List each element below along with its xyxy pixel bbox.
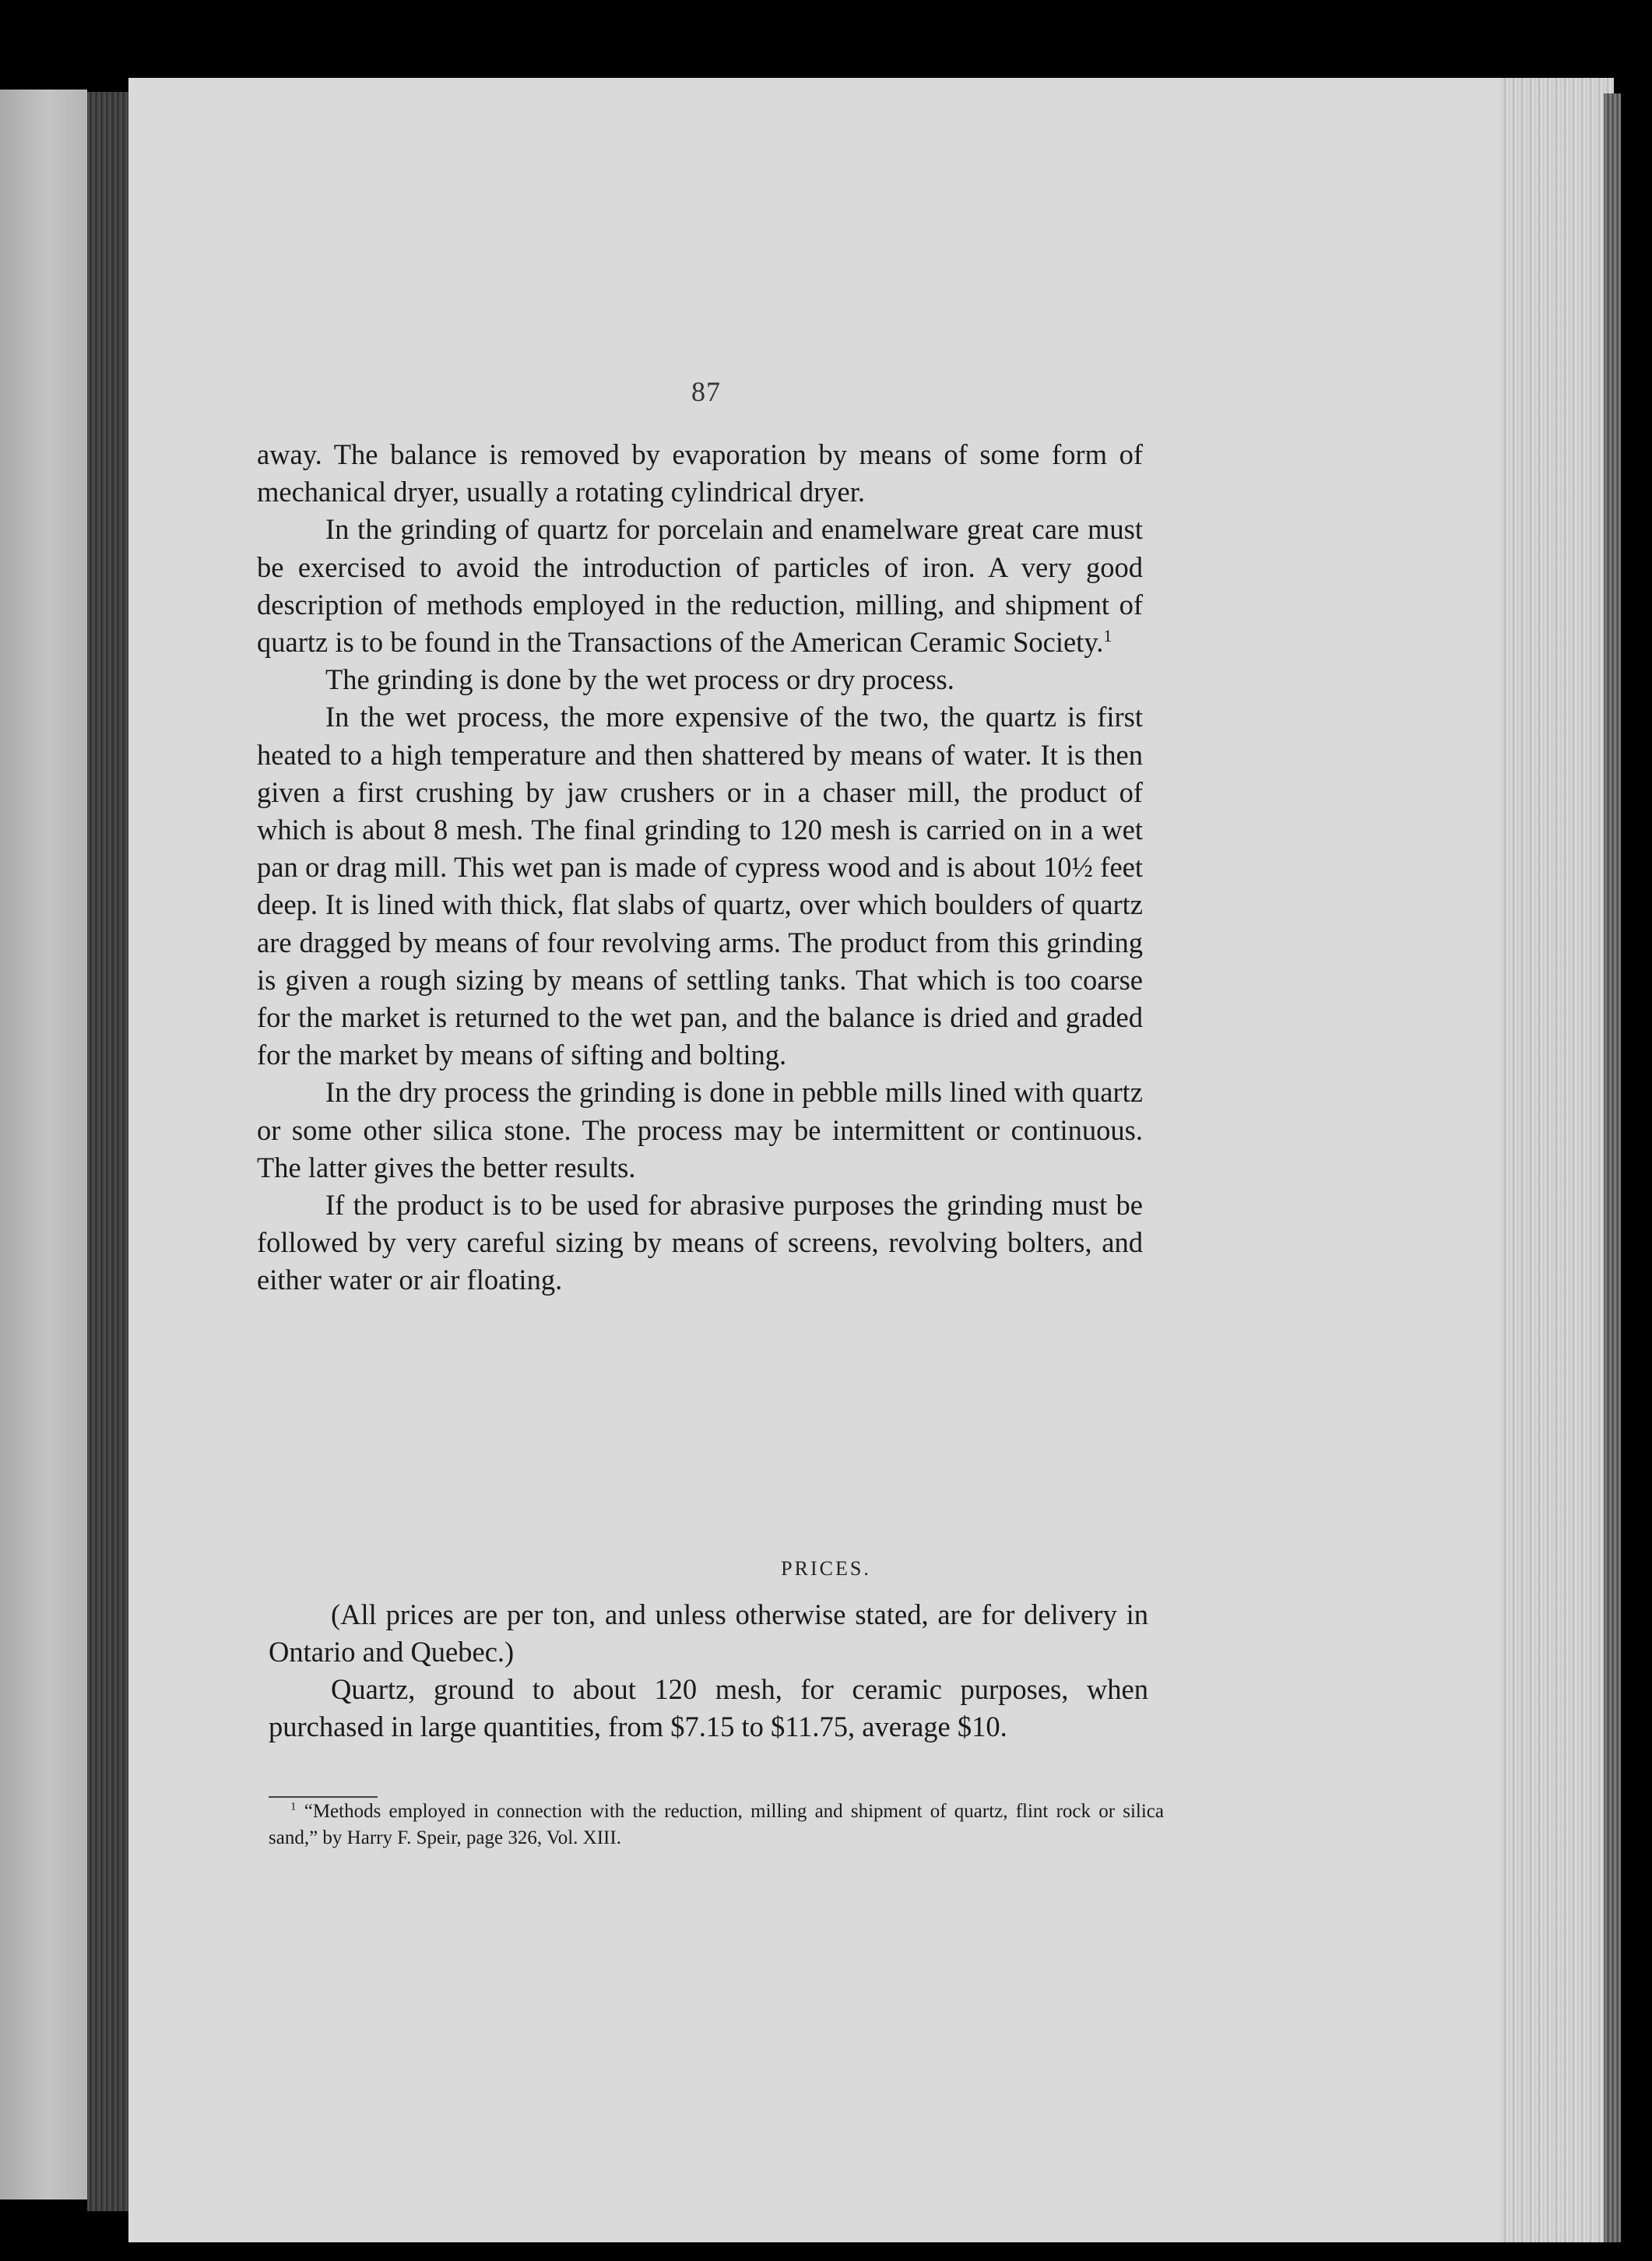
right-page-edges <box>1501 78 1614 2242</box>
paragraph-continuation: away. The balance is removed by evaporation by means of some form of mechanical dryer, usually a rotating cylindrical dryer. <box>257 438 1143 508</box>
paragraph-processes: The grinding is done by the wet process or dry process. <box>325 663 954 696</box>
paragraph-dry-process: In the dry process the grinding is done in pebble mills lined with quartz or some other silica stone. The process may be intermittent or continuous. The latter gives the better results. <box>257 1076 1143 1183</box>
paragraph-abrasive: If the product is to be used for abrasive purposes the grinding must be followed by very careful sizing by means of screens, revolving bolters, and either water or air floating. <box>257 1189 1143 1296</box>
right-edge-shadow <box>1604 93 1621 2242</box>
prices-heading: PRICES. <box>781 1557 871 1580</box>
paragraph-wet-process: In the wet process, the more expensive of the two, the quartz is first heated to a high temperature and then shattered by means of water. It is then given a first crushing by jaw crushers or in a chaser mill, the product of which is about 8 mesh. The final grinding to 120 mesh is carried on in a wet pan or drag mill. This wet pan is made of cypress wood and is about 10½ feet deep. It is lined with thick, flat slabs of quartz, over which boulders of quartz are dragged by means of four revolving arms. The product from this grinding is given a rough sizing by means of settling tanks. That which is too coarse for the market is returned to the wet pan, and the balance is dried and graded for the market by means of sifting and bolting. <box>257 701 1143 1071</box>
footnote-text: “Methods employed in connection with the reduction, milling and shipment of quartz, flint rock or silica sand,” by Harry F. Speir, page 326, Vol. XIII. <box>269 1801 1165 1848</box>
paragraph-quartz-grinding <box>257 511 1143 661</box>
footnote-marker: 1 <box>290 1800 297 1813</box>
footnote-divider <box>269 1796 378 1798</box>
prices-quartz: Quartz, ground to about 120 mesh, for ceramic purposes, when purchased in large quantities, from $7.15 to $11.75, average $10. <box>269 1673 1148 1742</box>
footnote <box>269 1799 1164 1851</box>
left-page-edge <box>0 90 87 2199</box>
prices-text <box>269 1596 1148 1746</box>
page-number: 87 <box>691 376 721 407</box>
prices-note: (All prices are per ton, and unless otherwise stated, are for delivery in Ontario and Quebec.) <box>269 1598 1148 1668</box>
paragraph-text: In the grinding of quartz for porcelain and enamelware great care must be exercised to avoid the introduction of particles of iron. A very good description of methods employed in the reduction, milling, and shipment of quartz is to be found in the Transactions of the American Ceramic Society. <box>257 513 1143 659</box>
book-gutter <box>87 92 132 2211</box>
footnote-reference: 1 <box>1103 625 1112 645</box>
body-text <box>257 436 1143 1299</box>
